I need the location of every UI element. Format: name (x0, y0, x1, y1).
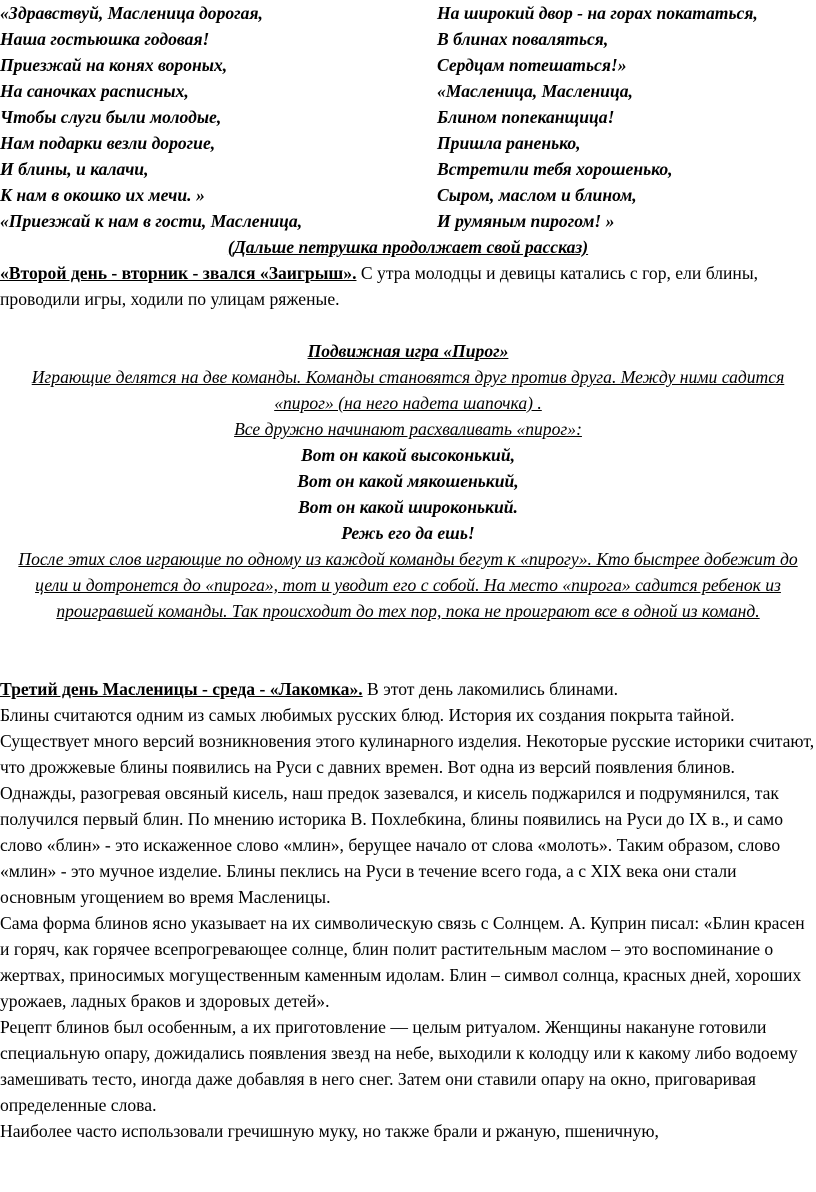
poem-line: «Масленица, Масленица, (437, 81, 633, 101)
body-paragraph: Наиболее часто использовали гречишную муку, но также брали и ржаную, пшеничную, (0, 1121, 659, 1141)
poem-line: И румяным пирогом! » (437, 211, 615, 231)
poem-line: На саночках расписных, (0, 81, 189, 101)
poem-line: К нам в окошко их мечи. » (0, 185, 205, 205)
poem-line: Встретили тебя хорошенько, (437, 159, 673, 179)
poem-right-column (437, 0, 816, 234)
poem-line: «Здравствуй, Масленица дорогая, (0, 3, 263, 23)
game-verse: Вот он какой широконький. (298, 497, 518, 517)
poem-line: Сердцам потешаться!» (437, 55, 627, 75)
game-verse: Режь его да ешь! (341, 523, 475, 543)
game-intro: Играющие делятся на две команды. Команды становятся друг против друга. Между ними садится «пирог» (на него надета шапочка) . (31, 367, 785, 413)
spacer (0, 624, 816, 650)
day3-heading: Третий день Масленицы - среда - «Лакомка». (0, 679, 363, 699)
poem-line: Нам подарки везли дорогие, (0, 133, 216, 153)
day2-paragraph (0, 260, 816, 312)
game-verse: Вот он какой мякошенький, (297, 471, 519, 491)
document-body (0, 234, 816, 1144)
poem-line: Сыром, маслом и блином, (437, 185, 637, 205)
poem-line: Чтобы слуги были молодые, (0, 107, 222, 127)
day2-text: С утра молодцы и девицы катались с гор, ели блины, проводили игры, ходили по улицам ряженые. (0, 263, 759, 309)
body-paragraph: Однажды, разогревая овсяный кисель, наш предок зазевался, и кисель поджарился и подрумянился, так получился первый блин. По мнению историка В. Похлебкина, блины появились на Руси до IX в., и само слово «блин» - это искаженное слово «млин», берущее начало от слова «молоть». Таким образом, слово «млин» - это мучное изделие. Блины пеклись на Руси в течение всего года, а с XIX века они стали основным угощением во время Масленицы. (0, 783, 783, 907)
spacer (0, 650, 816, 676)
game-rules: После этих слов играющие по одному из каждой команды бегут к «пирогу». Кто быстрее добежит до цели и дотронется до «пирога», тот и уводит его с собой. На место «пирога» садится ребенок из проигравшей команды. Так происходит до тех пор, пока не проиграют все в одной из команд. (18, 549, 798, 621)
poem-line: Блином попеканщица! (437, 107, 615, 127)
poem-line: На широкий двор - на горах покататься, (437, 3, 758, 23)
body-paragraph: Рецепт блинов был особенным, а их приготовление — целым ритуалом. Женщины накануне готовили специальную опару, дожидались появления звезд на небе, выходили к колодцу или к какому либо водоему замешивать тесто, иногда даже добавляя в него снег. Затем они ставили опару на окно, приговаривая определенные слова. (0, 1017, 798, 1115)
stage-note: (Дальше петрушка продолжает свой рассказ) (227, 237, 589, 257)
day2-heading: «Второй день - вторник - звался «Заигрыш». (0, 263, 357, 283)
game-intro-2: Все дружно начинают расхваливать «пирог»: (234, 419, 582, 439)
poem-left-column (0, 0, 420, 234)
day3-text: В этот день лакомились блинами. (362, 679, 619, 699)
poem-line: Наша гостьюшка годовая! (0, 29, 210, 49)
poem-line: Приезжай на конях вороных, (0, 55, 228, 75)
game-verse: Вот он какой высоконький, (300, 445, 516, 465)
body-paragraph: Сама форма блинов ясно указывает на их символическую связь с Солнцем. А. Куприн писал: «Блин красен и горяч, как горячее всепрогревающее солнце, блин полит растительным маслом – это воспоминание о жертвах, приносимых могущественным каменным идолам. Блин – символ солнца, красных дней, хороших урожаев, ладных браков и здоровых детей». (0, 913, 805, 1011)
day3-paragraph (0, 676, 816, 702)
poem-line: Пришла раненько, (437, 133, 581, 153)
body-paragraph: Блины считаются одним из самых любимых русских блюд. История их создания покрыта тайной. Существует много версий возникновения этого кулинарного изделия. Некоторые русские историки считают, что дрожжевые блины появились на Руси с давних времен. Вот одна из версий появления блинов. (0, 705, 815, 777)
game-title: Подвижная игра «Пирог» (307, 341, 509, 361)
poem-line: «Приезжай к нам в гости, Масленица, (0, 211, 303, 231)
poem-line: И блины, и калачи, (0, 159, 149, 179)
spacer (0, 312, 816, 338)
poem-line: В блинах поваляться, (437, 29, 609, 49)
